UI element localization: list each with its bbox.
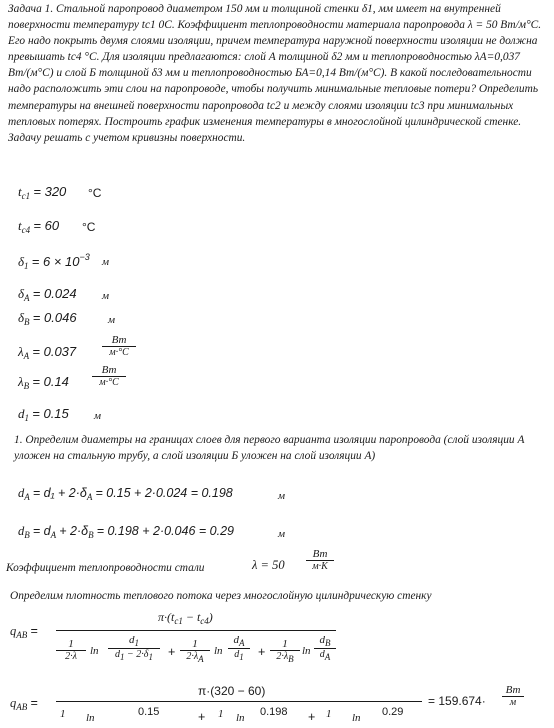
qab2-v1: 0.15 bbox=[138, 706, 160, 718]
qab-main-bar bbox=[56, 630, 336, 631]
unit-dB: м bbox=[278, 528, 286, 540]
unit-delta1: м bbox=[102, 256, 110, 268]
qab2-v3: 0.29 bbox=[382, 706, 404, 718]
step2-text: Определим плотность теплового потока через многослойную цилиндрическую стенку bbox=[10, 590, 432, 602]
qab-ln3-arg: $d_B$ dA bbox=[314, 634, 336, 662]
qab-lhs: $q_{AB}$ = bbox=[10, 624, 38, 640]
unit-tc1: °C bbox=[88, 186, 102, 200]
var-tc4: $t_{c4} = 60$ bbox=[18, 218, 60, 235]
var-lambdaB: $\lambda_B = 0.14$ bbox=[18, 374, 69, 391]
qab2-lhs: $q_{AB}$ = bbox=[10, 696, 38, 712]
qab2-main-bar bbox=[56, 701, 422, 702]
qab2-numerator: π·(320 − 60) bbox=[198, 684, 266, 698]
unit-lambdaA: Вт м·°C bbox=[102, 334, 136, 358]
qab2-one-1: 1 bbox=[60, 708, 66, 720]
qab-term1-frac: 1 2·λ bbox=[56, 638, 86, 662]
unit-tc4: °C bbox=[82, 220, 96, 234]
var-deltaB: $\delta_B = 0.046$ bbox=[18, 310, 77, 327]
qab2-unit: Вт м bbox=[502, 684, 524, 708]
qab2-result: = 159.674· bbox=[428, 694, 486, 708]
qab-plus1: + bbox=[168, 645, 176, 659]
eq-dB: $d_B = d_A + 2\cdot\delta_B = 0.198 + 2\cdot 0.046 = 0.29$ bbox=[18, 524, 234, 540]
steel-lambda: λ = 50 bbox=[252, 558, 285, 572]
eq-dA: $d_A = d_1 + 2\cdot\delta_A = 0.15 + 2\cdot 0.024 = 0.198$ bbox=[18, 486, 233, 502]
qab2-ln2: ln bbox=[236, 712, 245, 724]
qab-plus2: + bbox=[258, 645, 266, 659]
step1-text: 1. Определим диаметры на границах слоев для первого варианта изоляции паропровода (слой изоляции А уложен на стальную трубу, а слой изоляции Б уложен на слой изоляции А) bbox=[14, 434, 525, 462]
qab2-one-3: 1 bbox=[326, 708, 332, 720]
qab-term3-frac: 1 2·λB bbox=[270, 638, 300, 664]
qab-ln2: ln bbox=[214, 645, 223, 657]
qab2-one-2: 1 bbox=[218, 708, 224, 720]
qab-ln1: ln bbox=[90, 645, 99, 657]
unit-deltaB: м bbox=[108, 314, 116, 326]
steel-unit: Вт м·K bbox=[306, 548, 334, 572]
unit-dA: м bbox=[278, 490, 286, 502]
var-lambdaA: $\lambda_A = 0.037$ bbox=[18, 344, 77, 361]
qab-term2-frac: 1 2·λA bbox=[180, 638, 210, 664]
qab-ln3: ln bbox=[302, 645, 311, 657]
qab2-v2: 0.198 bbox=[260, 706, 288, 718]
qab2-plus2: + bbox=[308, 710, 316, 724]
unit-deltaA: м bbox=[102, 290, 110, 302]
qab-ln2-arg: $d_A$ d1 bbox=[228, 634, 250, 662]
steel-label: Коэффициент теплопроводности стали bbox=[6, 562, 205, 574]
problem-statement: Задача 1. Стальной паропровод диаметром 150 мм и толщиной стенки δ1, мм имеет на внутренней поверхности температуру tc1 0C. Коэффициент теплопроводности материала паропровода λ = 50 Вт/м°С. Его надо покрыть двумя слоями изоляции, причем температура наружной поверхности изоляции не должна превышать tc4 °С. Для изоляции предлагаются: слой А толщиной δ2 мм и теплопроводностью λА=0,037 Вт/(м°С) и слой Б толщиной δ3 мм и теплопроводностью БА=0,14 Вт/(м°С). В какой последовательности надо расположить эти слои на паропроводе, чтобы получить минимальные тепловые потери? Определить температуры на внешней поверхности паропровода tc2 и между слоями изоляции tc3 при минимальных тепловых потерях. Построить график изменения температуры в многослойной цилиндрической стенке. Задачу решать с учетом кривизны поверхности. bbox=[8, 3, 542, 144]
unit-lambdaB: Вт м·°C bbox=[92, 364, 126, 388]
qab-ln1-arg: $d_1$ d1 − 2·δ1 bbox=[108, 634, 160, 662]
qab2-ln3: ln bbox=[352, 712, 361, 724]
var-deltaA: $\delta_A = 0.024$ bbox=[18, 286, 77, 303]
var-delta1: $\delta_1 = 6 \times 10^{-3}$ bbox=[18, 252, 90, 271]
qab2-ln1: ln bbox=[86, 712, 95, 724]
unit-diam1: м bbox=[94, 410, 102, 422]
qab2-plus1: + bbox=[198, 710, 206, 724]
qab-numerator: $\pi\cdot(t_{c1} - t_{c4})$ bbox=[158, 610, 213, 626]
var-tc1: $t_{c1} = 320$ bbox=[18, 184, 67, 201]
var-diam1: $d_1 = 0.15$ bbox=[18, 406, 69, 423]
